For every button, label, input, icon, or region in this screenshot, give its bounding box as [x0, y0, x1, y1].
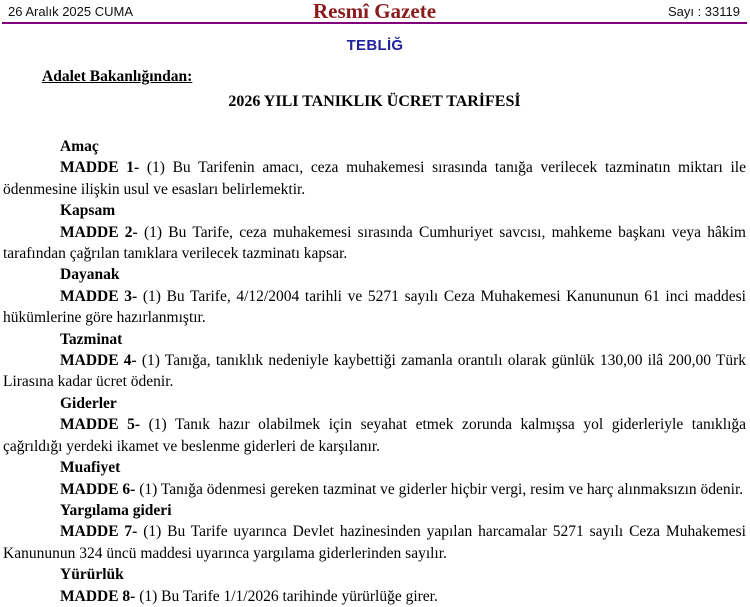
article-heading: Yürürlük	[60, 566, 124, 584]
article-number: MADDE 4-	[60, 352, 137, 370]
issuing-authority-text: Adalet Bakanlığından:	[42, 68, 193, 85]
article-text: (1) Bu Tarife, ceza muhakemesi sırasında Cumhuriyet savcısı, mahkeme başkanı veya hâkim tarafından çağrılan tanıklara verilecek tazminatı kapsar.	[3, 223, 746, 263]
articles-section	[3, 136, 746, 607]
article-text: (1) Bu Tarife 1/1/2026 tarihinde yürürlüğe girer.	[135, 587, 438, 605]
article-number: MADDE 7-	[60, 523, 138, 541]
article-paragraph	[3, 479, 746, 500]
article-number: MADDE 5-	[60, 416, 141, 434]
article-heading: Giderler	[60, 394, 117, 412]
gazette-date: 26 Aralık 2025 CUMA	[8, 4, 134, 19]
article-heading: Tazminat	[60, 330, 123, 348]
article-number: MADDE 1-	[60, 159, 140, 177]
article-heading: Kapsam	[60, 202, 116, 220]
gazette-title: Resmî Gazete	[312, 0, 437, 23]
article-text: (1) Tanığa, tanıklık nedeniyle kaybettiği zamanla orantılı olarak günlük 130,00 ilâ 200,00 Türk Lirasına kadar ücret ödenir.	[3, 352, 746, 391]
article-paragraph	[3, 586, 746, 607]
article-text: (1) Tanık hazır olabilmek için seyahat etmek zorunda kalmışsa yol giderleriyle tanıklığa çağrıldığı yerdeki ikamet ve beslenme giderleri de karşılanır.	[3, 416, 747, 455]
article-number: MADDE 2-	[60, 223, 138, 241]
article-heading: Amaç	[60, 138, 99, 155]
article-number: MADDE 3-	[60, 287, 138, 305]
article-paragraph	[3, 222, 746, 265]
article-heading: Dayanak	[60, 266, 120, 284]
article-heading: Muafiyet	[60, 459, 121, 477]
article-paragraph	[3, 521, 746, 564]
document-body	[3, 67, 746, 607]
article-paragraph	[3, 414, 746, 457]
article-number: MADDE 8-	[60, 587, 136, 605]
article-text: (1) Bu Tarife, 4/12/2004 tarihli ve 5271 sayılı Ceza Muhakemesi Kanununun 61 inci maddesi hükümlerine göre hazırlanmıştır.	[3, 287, 746, 327]
article-heading: Yargılama gideri	[60, 501, 172, 519]
gazette-issue-number: Sayı : 33119	[667, 4, 740, 19]
article-paragraph	[3, 157, 746, 200]
article-text: (1) Bu Tarife uyarınca Devlet hazinesinden yapılan harcamalar 5271 sayılı Ceza Muhakemesi Kanununun 324 üncü maddesi uyarınca yargılama giderlerinden sayılır.	[3, 523, 746, 562]
article-number: MADDE 6-	[60, 480, 136, 498]
article-paragraph	[3, 286, 746, 329]
gazette-masthead	[2, 0, 747, 24]
document-title: 2026 YILI TANIKLIK ÜCRET TARİFESİ	[228, 93, 521, 110]
category-label: TEBLİĞ	[346, 37, 404, 54]
article-paragraph	[3, 350, 746, 393]
article-text: (1) Bu Tarifenin amacı, ceza muhakemesi sırasında tanığa verilecek tazminatın miktarı ile ödenmesine ilişkin usul ve esasları belirlemektir.	[3, 159, 746, 198]
issuing-authority	[42, 67, 746, 87]
article-text: (1) Tanığa ödenmesi gereken tazminat ve giderler hiçbir vergi, resim ve harç alınmaksızın ödenir.	[135, 480, 744, 498]
